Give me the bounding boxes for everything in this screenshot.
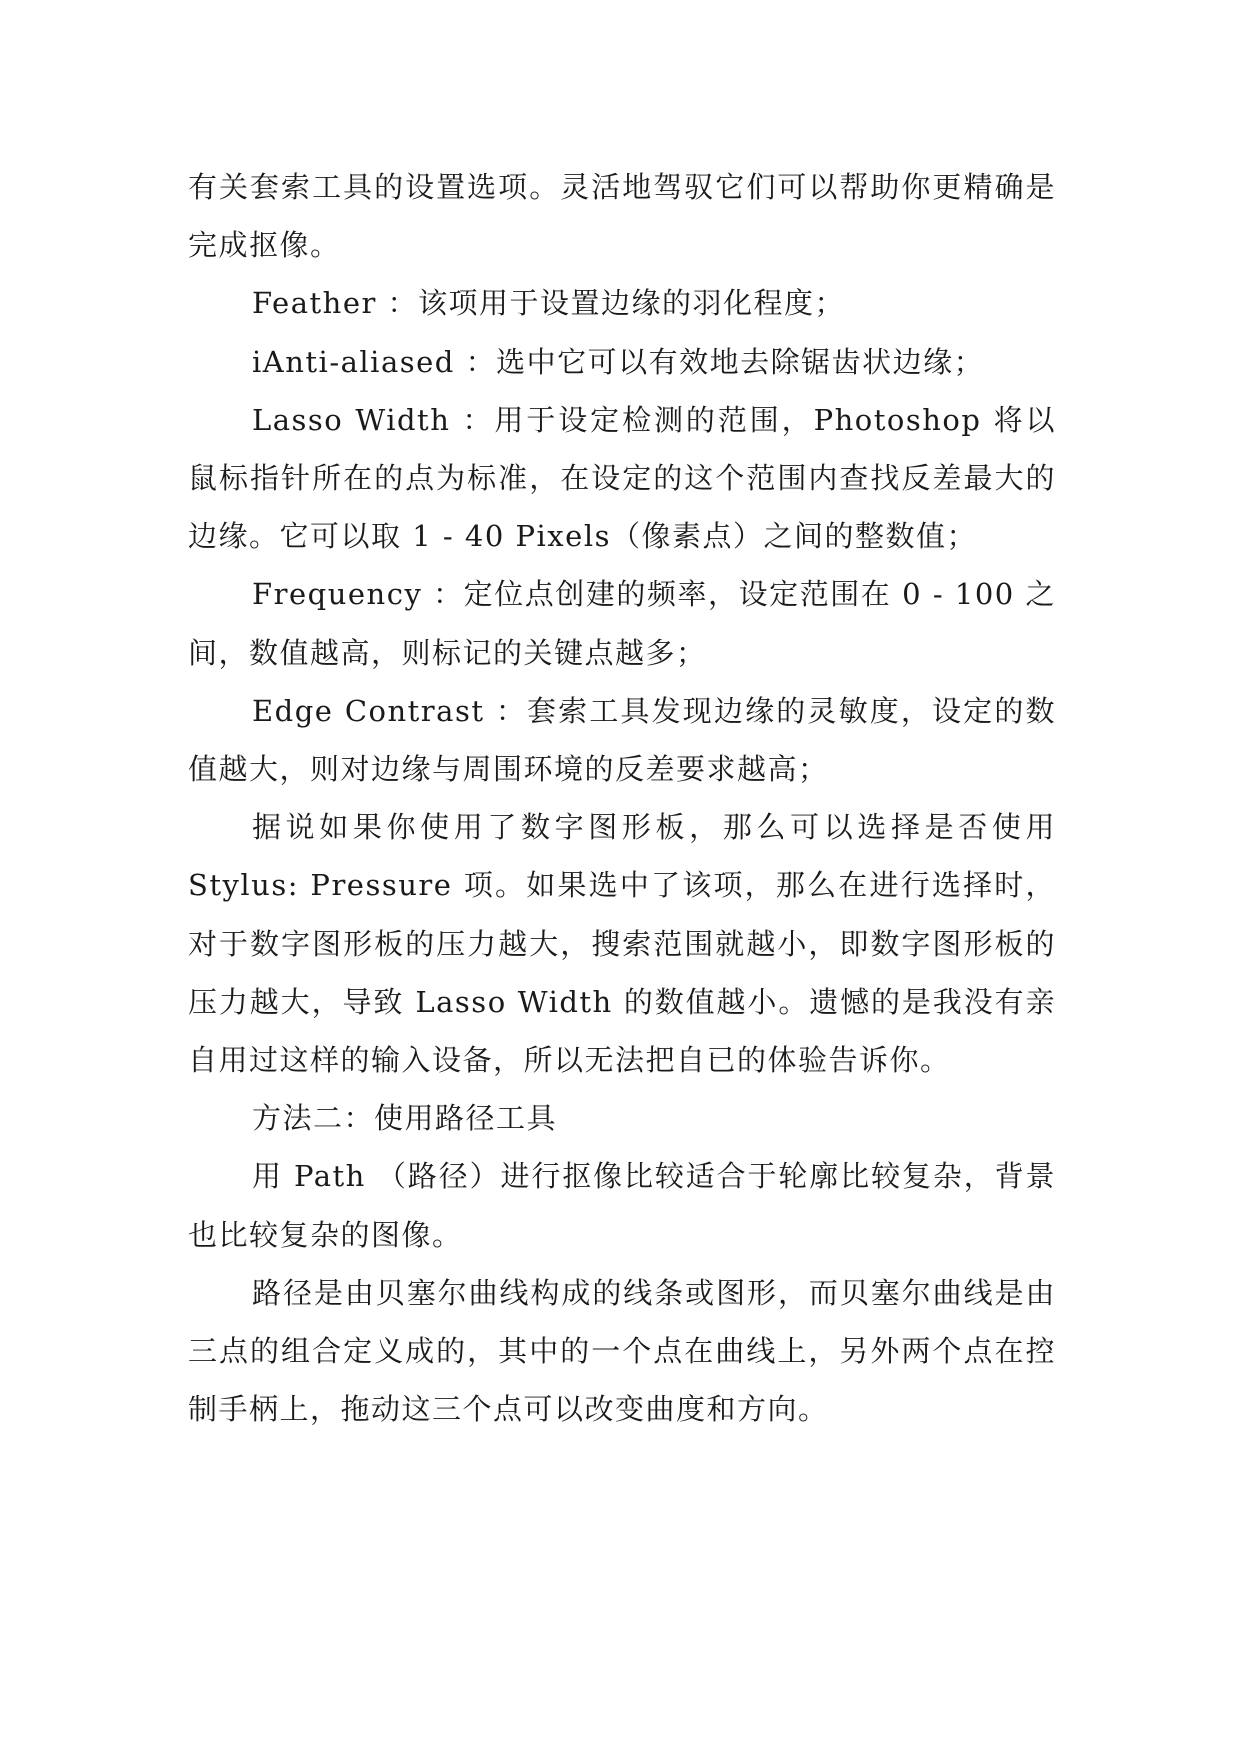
paragraph-anti-aliased: iAnti-aliased ：选中它可以有效地去除锯齿状边缘； xyxy=(252,344,985,379)
document-body xyxy=(188,158,1056,1438)
paragraph-lasso-width: Lasso Width ：用于设定检测的范围，Photoshop 将以鼠标指针所在的点为标准，在设定的这个范围内查找反差最大的边缘。它可以取 1 - 40 Pixels（像素点）之间的整数值； xyxy=(188,402,1056,554)
paragraph-method-two-heading: 方法二：使用路径工具 xyxy=(252,1101,558,1136)
paragraph-path-usage: 用 Path （路径）进行抠像比较适合于轮廓比较复杂，背景也比较复杂的图像。 xyxy=(188,1159,1056,1252)
paragraph-lasso-settings-intro: 有关套索工具的设置选项。灵活地驾驭它们可以帮助你更精确是完成抠像。 xyxy=(188,170,1056,263)
paragraph-stylus-pressure: 据说如果你使用了数字图形板，那么可以选择是否使用 Stylus: Pressure 项。如果选中了该项，那么在进行选择时，对于数字图形板的压力越大，搜索范围就越小，即数字图形板的压力越大，导致 Lasso Width 的数值越小。遗憾的是我没有亲自用过这样的输入设备，所以无法把自已的体验告诉你。 xyxy=(188,810,1056,1078)
paragraph-bezier-curves: 路径是由贝塞尔曲线构成的线条或图形，而贝塞尔曲线是由三点的组合定义成的，其中的一个点在曲线上，另外两个点在控制手柄上，拖动这三个点可以改变曲度和方向。 xyxy=(188,1275,1056,1427)
paragraph-frequency: Frequency ：定位点创建的频率，设定范围在 0 - 100 之间，数值越高，则标记的关键点越多； xyxy=(188,577,1056,670)
paragraph-edge-contrast: Edge Contrast ：套索工具发现边缘的灵敏度，设定的数值越大，则对边缘与周围环境的反差要求越高； xyxy=(188,693,1056,787)
paragraph-feather: Feather ：该项用于设置边缘的羽化程度； xyxy=(252,286,846,321)
